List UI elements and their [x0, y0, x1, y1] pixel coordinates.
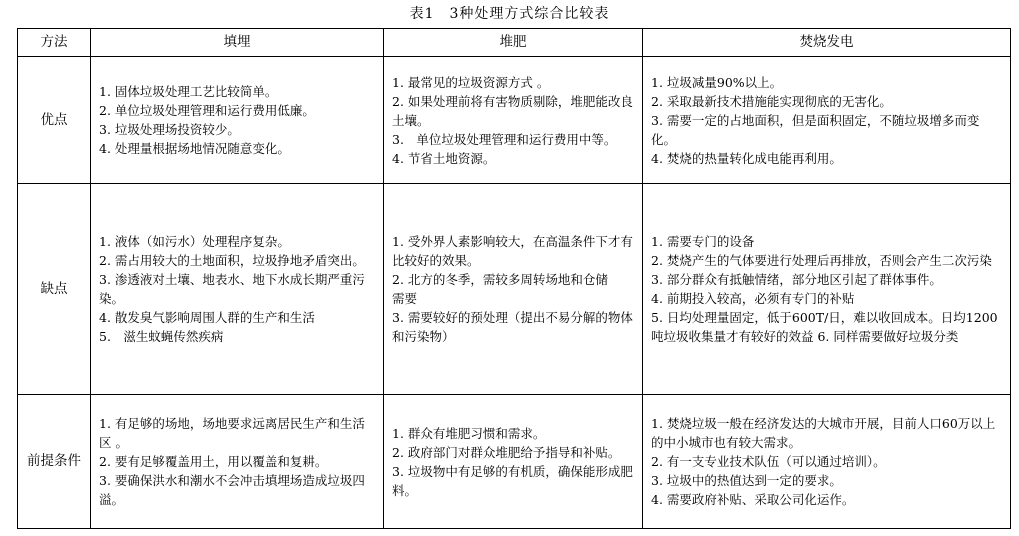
cell-line: 2. 需占用较大的土地面积，垃圾挣地矛盾突出。 — [99, 253, 365, 268]
cell-line: 4. 处理量根据场地情况随意变化。 — [99, 141, 290, 156]
cell-line: 3. 垃圾处理场投资较少。 — [99, 122, 240, 137]
cell-line: 2. 北方的冬季，需较多周转场地和仓储 — [392, 272, 608, 287]
cell-line: 1. 固体垃圾处理工艺比较简单。 — [99, 84, 278, 99]
cell-disadvantages-landfill — [91, 184, 384, 395]
header-landfill: 填埋 — [91, 29, 384, 57]
header-incineration: 焚烧发电 — [643, 29, 1011, 57]
row-disadvantages — [18, 184, 1011, 395]
comparison-table — [17, 28, 1011, 529]
cell-line: 4. 散发臭气影响周围人群的生产和生活 — [99, 310, 315, 325]
cell-line: 3. 垃圾物中有足够的有机质，确保能形成肥料。 — [392, 463, 633, 498]
cell-line: 4. 节省土地资源。 — [392, 150, 496, 166]
cell-disadvantages-compost — [384, 184, 643, 395]
header-method: 方法 — [18, 29, 91, 57]
cell-prerequisites-incineration — [643, 395, 1011, 529]
row-label-advantages: 优点 — [18, 57, 91, 184]
cell-line: 2. 政府部门对群众堆肥给予指导和补贴。 — [392, 444, 621, 460]
row-label-prerequisites: 前提条件 — [18, 395, 91, 529]
cell-line: 4. 前期投入较高，必须有专门的补贴 — [651, 291, 855, 306]
cell-line: 3. 需要较好的预处理（提出不易分解的物体和污染物） — [392, 310, 633, 344]
row-advantages — [18, 57, 1011, 184]
cell-line: 2. 有一支专业技术队伍（可以通过培训）。 — [651, 454, 886, 469]
cell-line: 2. 单位垃圾处理管理和运行费用低廉。 — [99, 103, 315, 118]
cell-line: 1. 有足够的场地，场地要求远离居民生产和生活区 。 — [99, 416, 365, 450]
cell-line: 3. 垃圾中的热值达到一定的要求。 — [651, 473, 842, 488]
table-caption: 表1 3种处理方式综合比较表 — [409, 6, 610, 22]
cell-line: 5. 滋生蚊蝇传然疾病 — [99, 329, 224, 344]
cell-advantages-compost — [384, 57, 643, 184]
cell-line: 1. 群众有堆肥习惯和需求。 — [392, 425, 546, 441]
cell-line: 4. 需要政府补贴、采取公司化运作。 — [651, 492, 855, 507]
row-prerequisites — [18, 395, 1011, 529]
cell-line: 需要 — [392, 291, 418, 306]
cell-line: 1. 垃圾减量90%以上。 — [651, 74, 783, 90]
cell-line: 3. 渗透液对土壤、地表水、地下水成长期严重污染。 — [99, 272, 365, 306]
cell-line: 2. 焚烧产生的气体要进行处理后再排放，否则会产生二次污染 — [651, 253, 992, 268]
row-label-disadvantages: 缺点 — [18, 184, 91, 395]
cell-line: 1. 需要专门的设备 — [651, 234, 755, 249]
cell-line: 1. 受外界人素影响较大，在高温条件下才有比较好的效果。 — [392, 234, 633, 268]
cell-line: 2. 如果处理前将有害物质剔除，堆肥能改良土壤。 — [392, 93, 633, 128]
cell-line: 4. 焚烧的热量转化成电能再利用。 — [651, 150, 842, 166]
cell-prerequisites-compost — [384, 395, 643, 529]
cell-disadvantages-incineration — [643, 184, 1011, 395]
cell-prerequisites-landfill — [91, 395, 384, 529]
cell-line: 5. 日均处理量固定，低于600T/日，难以收回成本。日均1200吨垃圾收集量才有较好的效益 6. 同样需要做好垃圾分类 — [651, 310, 998, 344]
cell-line: 3. 要确保洪水和潮水不会冲击填埋场造成垃圾四溢。 — [99, 473, 365, 507]
cell-line: 1. 焚烧垃圾一般在经济发达的大城市开展，目前人口60万以上的中小城市也有较大需求。 — [651, 416, 996, 450]
cell-line: 1. 液体（如污水）处理程序复杂。 — [99, 234, 290, 249]
header-row — [18, 29, 1011, 57]
header-compost: 堆肥 — [384, 29, 643, 57]
cell-advantages-incineration — [643, 57, 1011, 184]
cell-line: 3. 部分群众有抵触情绪，部分地区引起了群体事件。 — [651, 272, 942, 287]
cell-line: 3. 单位垃圾处理管理和运行费用中等。 — [392, 131, 617, 147]
cell-line: 3. 需要一定的占地面积，但是面积固定，不随垃圾增多而变化。 — [651, 112, 980, 147]
cell-line: 2. 要有足够覆盖用土，用以覆盖和复耕。 — [99, 454, 328, 469]
cell-line: 2. 采取最新技术措施能实现彻底的无害化。 — [651, 93, 892, 109]
cell-advantages-landfill — [91, 57, 384, 184]
cell-line: 1. 最常见的垃圾资源方式 。 — [392, 74, 550, 90]
